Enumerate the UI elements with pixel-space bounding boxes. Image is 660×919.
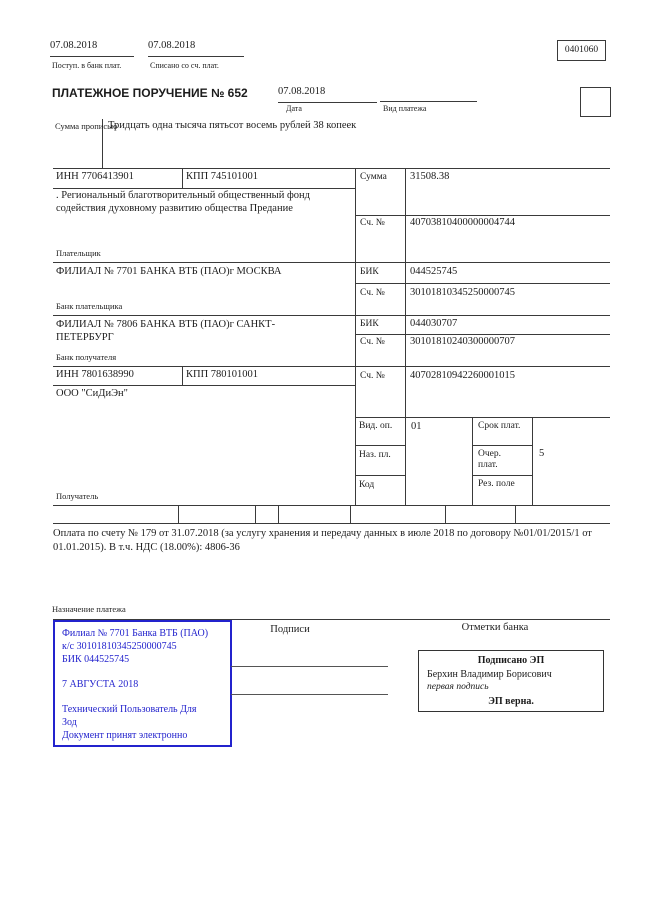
payee-account-label: Сч. №	[360, 371, 385, 381]
amount-words-label: Сумма прописью	[55, 121, 118, 131]
grid-line	[355, 445, 405, 446]
grid-line	[355, 475, 405, 476]
grid-line	[53, 188, 355, 189]
payee-label: Получатель	[56, 491, 99, 501]
doc-title: ПЛАТЕЖНОЕ ПОРУЧЕНИЕ № 652	[52, 86, 248, 100]
signature-line-1	[231, 666, 388, 667]
esign-box	[418, 650, 604, 712]
payer-bank-label: Банк плательщика	[56, 301, 123, 311]
op-type-label: Вид. оп.	[359, 421, 393, 431]
payer-bank-account: 30101810345250000745	[410, 287, 515, 298]
payer-label: Плательщик	[56, 248, 101, 258]
payee-account: 40702810942260001015	[410, 370, 515, 381]
payee-bank-bik: 044030707	[410, 318, 458, 329]
grid-line	[355, 215, 610, 216]
bank-marks-heading: Отметки банка	[461, 622, 529, 633]
payer-inn: ИНН 7706413901	[56, 171, 134, 182]
grid-line	[472, 445, 532, 446]
payer-bank-bik: 044525745	[410, 266, 458, 277]
grid-line	[53, 523, 610, 524]
payer-bank-name: ФИЛИАЛ № 7701 БАНКА ВТБ (ПАО)г МОСКВА	[56, 266, 282, 277]
grid-line	[472, 417, 473, 505]
grid-line	[355, 283, 610, 284]
payee-inn: ИНН 7801638990	[56, 369, 134, 380]
payment-kind-label: Вид платежа	[383, 104, 427, 113]
payment-kind-checkbox	[580, 87, 611, 117]
grid-line	[182, 366, 183, 385]
doc-date: 07.08.2018	[278, 86, 377, 103]
stamp-line: Документ принят электронно	[62, 730, 188, 741]
purpose-text: Оплата по счету № 179 от 31.07.2018 (за услугу хранения и передачу данных в июле 2018 по договору №01/01/2015/1 от 01.01.2015). В т.ч. НДС (18.00%): 4806-36	[53, 528, 592, 553]
grid-line	[405, 168, 406, 505]
payer-account-label: Сч. №	[360, 218, 385, 228]
bank-stamp	[53, 620, 232, 747]
grid-line	[355, 417, 610, 418]
payee-bank-account: 30101810240300000707	[410, 336, 515, 347]
purpose-code-label: Наз. пл.	[359, 450, 391, 460]
priority-label: Очер. плат.	[478, 449, 501, 470]
grid-line	[278, 505, 279, 523]
payee-bank-account-label: Сч. №	[360, 337, 385, 347]
payee-kpp: КПП 780101001	[186, 369, 259, 380]
doc-date-label: Дата	[286, 104, 302, 113]
stamp-line: Технический Пользователь Для	[62, 704, 197, 715]
amount-label: Сумма	[360, 172, 387, 182]
amount-words: Тридцать одна тысяча пятьсот восемь рублей 38 копеек	[108, 120, 357, 131]
payee-name: ООО "СиДиЭн"	[56, 388, 128, 399]
payer-kpp: КПП 745101001	[186, 171, 259, 182]
stamp-line: Зод	[62, 717, 77, 728]
grid-line	[355, 334, 610, 335]
grid-line	[53, 366, 610, 367]
payee-bank-bik-label: БИК	[360, 319, 379, 329]
grid-line	[515, 505, 516, 523]
payment-term-label: Срок плат.	[478, 421, 521, 431]
op-type-value: 01	[411, 421, 422, 432]
signature-line-2	[231, 694, 388, 695]
debited-date-label: Списано со сч. плат.	[150, 61, 219, 70]
signatures-heading: Подписи	[270, 624, 310, 635]
form-code: 0401060	[557, 40, 606, 61]
reserve-label: Рез. поле	[478, 479, 515, 489]
esign-title: Подписано ЭП	[477, 655, 545, 666]
stamp-line: Филиал № 7701 Банка ВТБ (ПАО)	[62, 628, 209, 639]
payment-kind-line	[380, 101, 477, 102]
grid-line	[532, 417, 533, 505]
payer-name: . Региональный благотворительный общественный фонд содействия духовному развитию общества Предание	[56, 190, 310, 214]
grid-line	[472, 475, 532, 476]
payer-bank-account-label: Сч. №	[360, 288, 385, 298]
payee-bank-label: Банк получателя	[56, 352, 117, 362]
grid-line	[53, 505, 610, 506]
received-date: 07.08.2018	[50, 40, 134, 57]
stamp-line: 7 АВГУСТА 2018	[62, 679, 139, 690]
code-label: Код	[359, 480, 375, 490]
grid-line	[53, 168, 610, 169]
esign-verified: ЭП верна.	[488, 695, 534, 707]
grid-line	[182, 168, 183, 188]
payer-bank-bik-label: БИК	[360, 267, 379, 277]
stamp-line: к/с 30101810345250000745	[62, 641, 177, 652]
priority-value: 5	[539, 448, 545, 459]
esign-subtitle: первая подпись	[427, 682, 489, 692]
payee-bank-name: ФИЛИАЛ № 7806 БАНКА ВТБ (ПАО)г САНКТ-ПЕТЕРБУРГ	[56, 319, 276, 343]
grid-line	[445, 505, 446, 523]
purpose-label: Назначение платежа	[52, 604, 126, 614]
esign-name: Берхин Владимир Борисович	[427, 668, 552, 680]
grid-line	[53, 262, 610, 263]
stamp-line: БИК 044525745	[62, 654, 130, 665]
grid-line	[53, 315, 610, 316]
received-date-label: Поступ. в банк плат.	[52, 61, 122, 70]
grid-line	[355, 168, 356, 505]
grid-line	[255, 505, 256, 523]
grid-line	[178, 505, 179, 523]
debited-date: 07.08.2018	[148, 40, 244, 57]
amount-value: 31508.38	[410, 171, 450, 182]
payer-account: 40703810400000004744	[410, 217, 515, 228]
grid-line	[53, 385, 355, 386]
grid-line	[350, 505, 351, 523]
